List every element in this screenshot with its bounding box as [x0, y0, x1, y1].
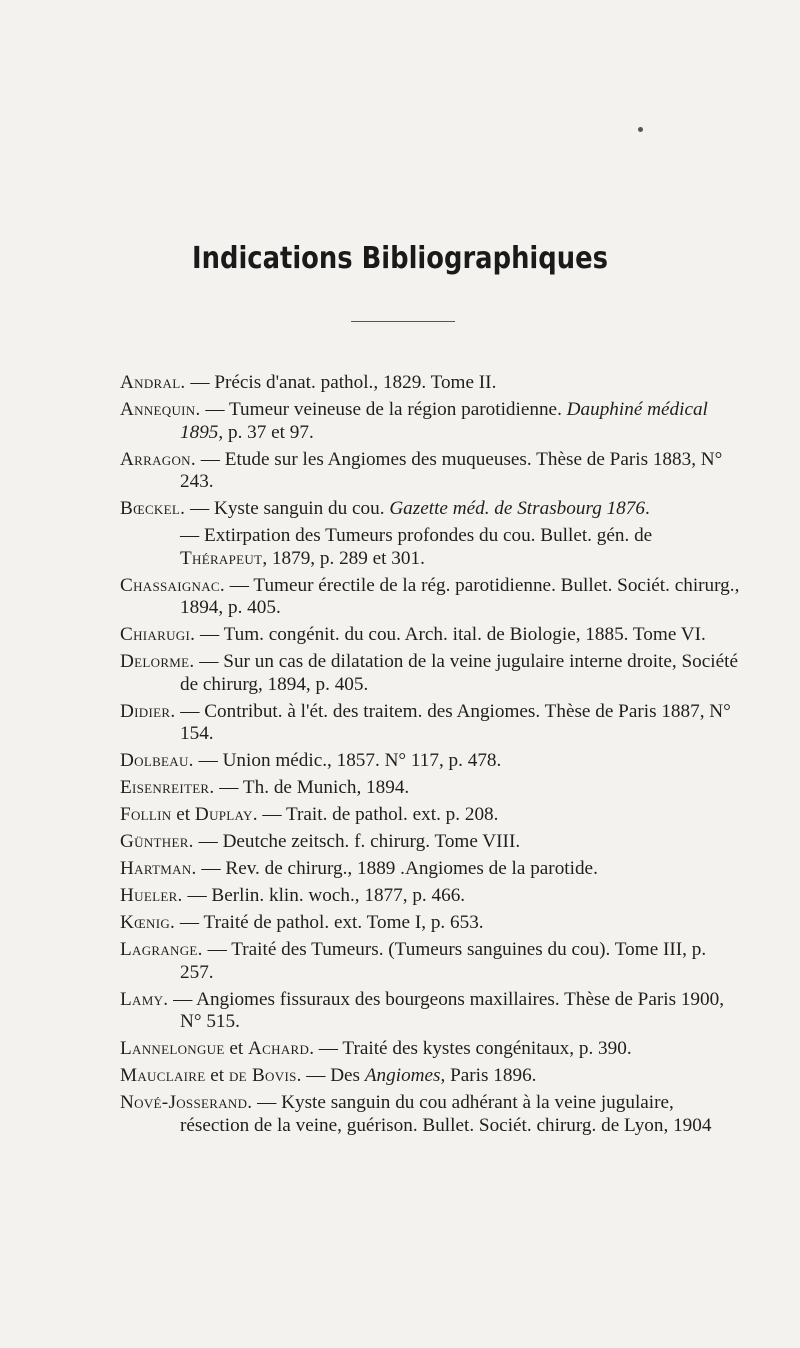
bib-entry	[120, 1092, 740, 1137]
entry-author: Annequin.	[120, 399, 201, 420]
bib-entry	[120, 939, 740, 984]
entry-journal: Dauphiné médical 1895	[180, 399, 708, 443]
entry-author: Chassaignac.	[120, 574, 225, 596]
entry-text-after: . — Trait. de pathol. ext. p. 208.	[252, 804, 499, 825]
bib-entry	[120, 777, 740, 800]
bib-entry	[120, 525, 740, 570]
entry-author: Didier.	[120, 700, 176, 722]
title-rule	[351, 321, 455, 322]
entry-author: Hueler.	[120, 885, 183, 906]
entry-author: Hartman.	[120, 858, 197, 879]
entry-author: Delorme.	[120, 651, 195, 672]
entry-author-sc: Thérapeut	[180, 547, 263, 569]
bib-entry	[120, 885, 740, 908]
entry-text-after: , p. 37 et 97.	[218, 421, 314, 443]
entry-author: Nové-Josserand.	[120, 1092, 253, 1113]
bib-entry	[120, 804, 740, 827]
entry-author: Lannelongue	[120, 1038, 225, 1059]
entry-title-italic: Angiomes	[364, 1065, 441, 1086]
bibliography-list	[120, 372, 740, 1142]
entry-text: — Etude sur les Angiomes des muqueuses. Thèse de Paris 1883, N° 243.	[180, 448, 723, 492]
entry-text: — Rev. de chirurg., 1889 .Angiomes de la parotide.	[196, 858, 598, 879]
entry-text: — Précis d'anat. pathol., 1829. Tome II.	[185, 372, 497, 393]
entry-text: — Traité des Tumeurs. (Tumeurs sanguines du cou). Tome III, p. 257.	[180, 939, 707, 983]
bib-entry	[120, 912, 740, 935]
entry-author: Andral.	[120, 372, 186, 393]
bib-entry	[120, 399, 740, 444]
entry-text-after: . — Traité des kystes congénitaux, p. 390.	[309, 1038, 632, 1059]
entry-text: — Extirpation des Tumeurs profondes du cou. Bullet. gén. de	[180, 525, 653, 546]
entry-text: — Tumeur érectile de la rég. parotidienne. Bullet. Sociét. chirurg., 1894, p. 405.	[180, 574, 740, 618]
entry-text-after: , 1879, p. 289 et 301.	[262, 547, 425, 569]
bib-entry	[120, 372, 740, 395]
entry-text: — Angiomes fissuraux des bourgeons maxillaires. Thèse de Paris 1900, N° 515.	[168, 988, 725, 1032]
entry-author: Kœnig.	[120, 912, 176, 933]
entry-journal: Gazette méd. de Strasbourg 1876	[389, 498, 645, 519]
bib-entry	[120, 449, 740, 494]
bib-entry	[120, 858, 740, 881]
entry-author: Mauclaire	[120, 1065, 206, 1086]
entry-text: — Kyste sanguin du cou adhérant à la veine jugulaire, résection de la veine, guérison. Bullet. Sociét. chirurg. de Lyon, 1904	[180, 1092, 712, 1136]
entry-author: Follin	[120, 804, 172, 825]
bib-entry	[120, 989, 740, 1034]
bib-entry	[120, 750, 740, 773]
bib-entry	[120, 701, 740, 746]
entry-author: Eisenreiter.	[120, 777, 215, 798]
ink-speck	[638, 127, 643, 132]
entry-coauthor: Duplay	[194, 804, 253, 825]
bib-entry	[120, 1065, 740, 1088]
entry-text: — Tum. congénit. du cou. Arch. ital. de Biologie, 1885. Tome VI.	[195, 624, 706, 645]
bib-entry	[120, 651, 740, 696]
entry-author: Bœckel.	[120, 498, 186, 519]
entry-author: Lamy.	[120, 988, 169, 1010]
entry-text: et	[224, 1038, 249, 1059]
entry-author: Chiarugi.	[120, 624, 196, 645]
entry-text: — Tumeur veineuse de la région parotidienne.	[200, 399, 567, 420]
bib-entry	[120, 498, 740, 521]
bib-entry	[120, 624, 740, 647]
entry-author: Lagrange.	[120, 939, 203, 960]
entry-text: — Deutche zeitsch. f. chirurg. Tome VIII.	[193, 831, 521, 852]
entry-coauthor: Achard	[248, 1038, 310, 1059]
bib-entry	[120, 1038, 740, 1061]
entry-text: — Traité de pathol. ext. Tome I, p. 653.	[175, 912, 484, 933]
bib-entry	[120, 575, 740, 620]
entry-author: Günther.	[120, 831, 194, 852]
entry-text: — Contribut. à l'ét. des traitem. des Angiomes. Thèse de Paris 1887, N° 154.	[175, 700, 731, 744]
bib-entry	[120, 831, 740, 854]
entry-text-after2: , Paris 1896.	[440, 1065, 537, 1086]
entry-coauthor: de Bovis	[228, 1065, 297, 1086]
entry-text: — Kyste sanguin du cou.	[185, 498, 390, 519]
entry-text-after: . — Des	[296, 1065, 365, 1086]
page-title: Indications Bibliographiques	[192, 241, 608, 276]
entry-text: — Th. de Munich, 1894.	[214, 777, 410, 798]
entry-text: — Berlin. klin. woch., 1877, p. 466.	[182, 885, 466, 906]
entry-text: — Sur un cas de dilatation de la veine jugulaire interne droite, Société de chirurg, 1894, p. 405.	[180, 651, 738, 695]
entry-author: Dolbeau.	[120, 750, 194, 771]
entry-text: et	[205, 1065, 229, 1086]
entry-author: Arragon.	[120, 448, 196, 470]
entry-text: — Union médic., 1857. N° 117, p. 478.	[193, 750, 502, 771]
entry-text: et	[171, 804, 195, 825]
entry-text-after: .	[644, 498, 650, 519]
